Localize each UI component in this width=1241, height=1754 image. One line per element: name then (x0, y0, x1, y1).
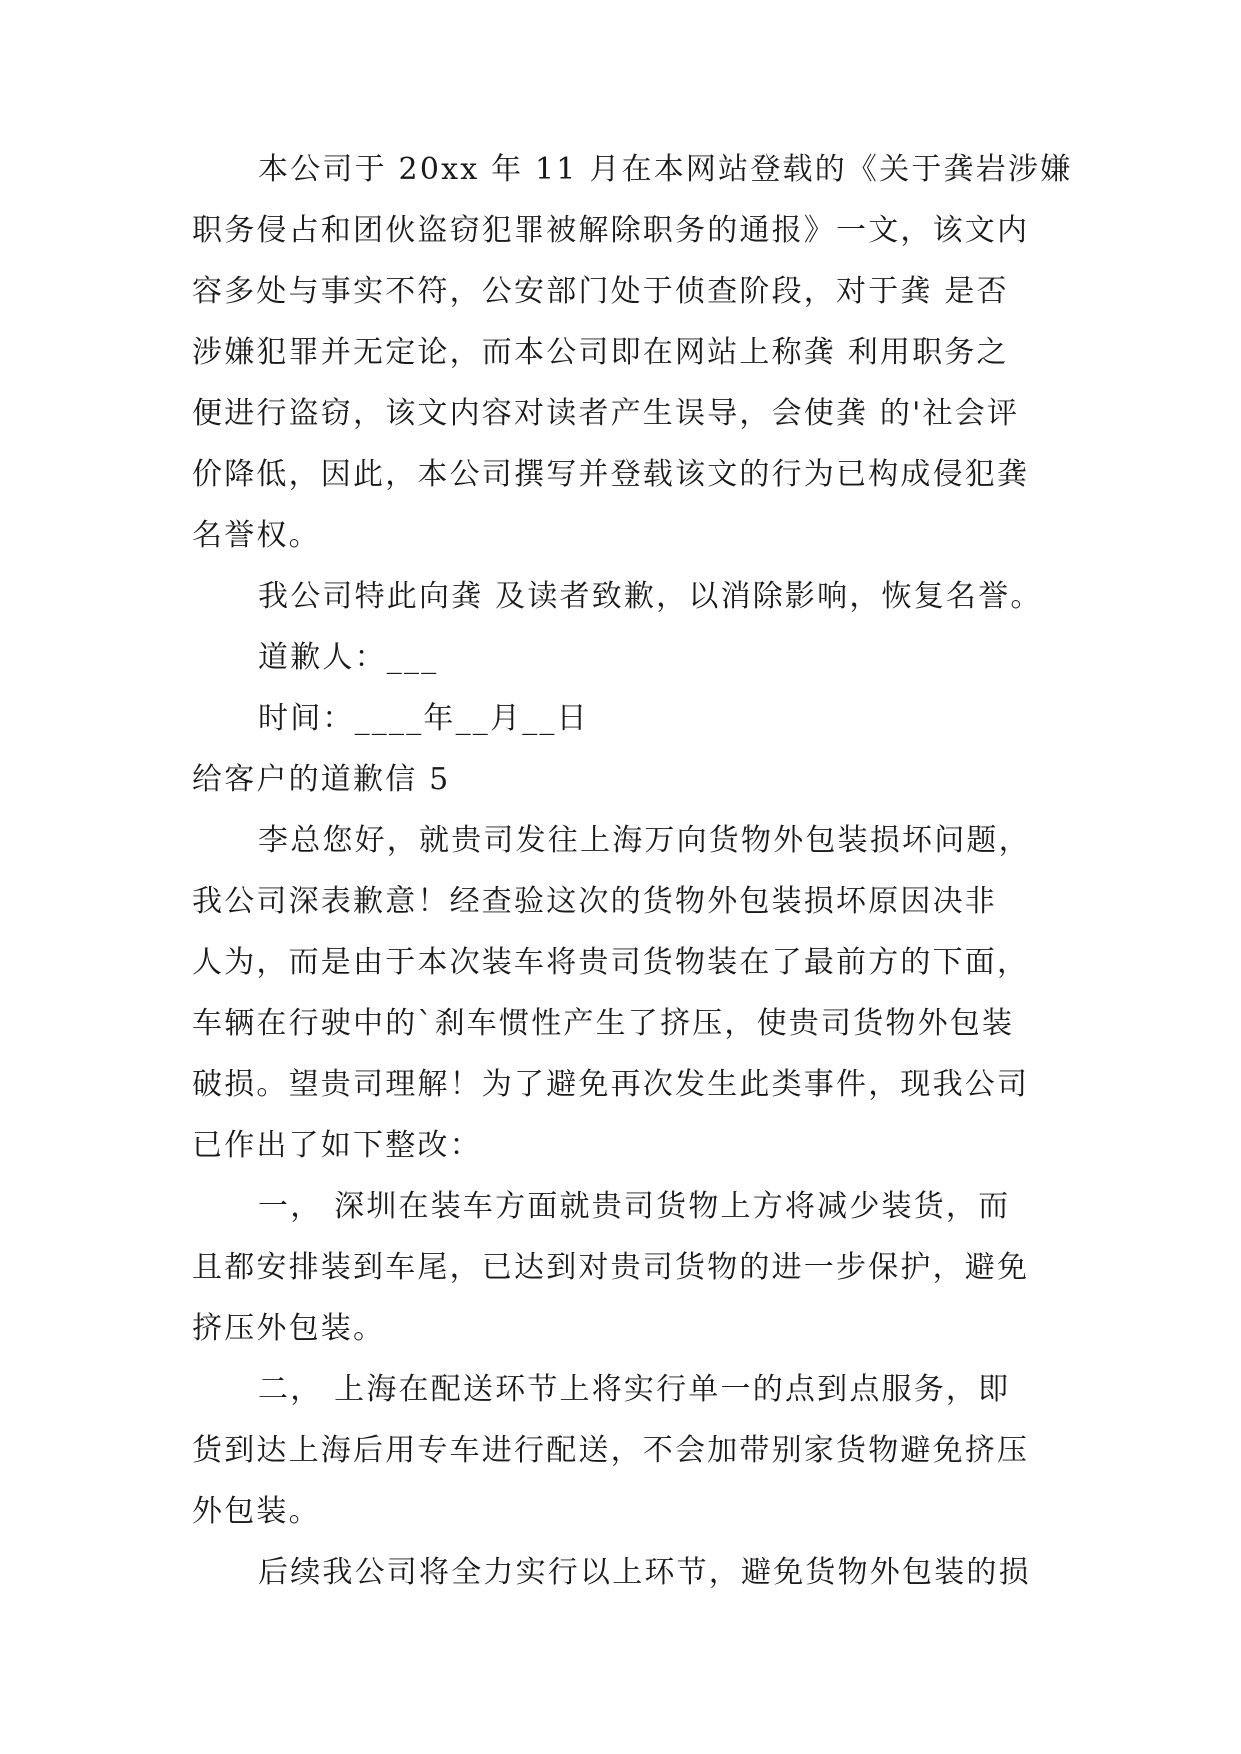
text-line: 破损。望贵司理解！为了避免再次发生此类事件，现我公司 (192, 1067, 1030, 1102)
text-line: 一， 深圳在装车方面就贵司货物上方将减少装货，而 (258, 1189, 1011, 1224)
text-line: 容多处与事实不符，公安部门处于侦查阶段，对于龚 是否 (192, 274, 1009, 309)
text-line: 价降低，因此，本公司撰写并登载该文的行为已构成侵犯龚 (192, 457, 1030, 492)
apologizer-line: 道歉人：___ (258, 640, 439, 675)
text-line: 便进行盗窃，该文内容对读者产生误导，会使龚 的'社会评 (192, 396, 1020, 431)
text-line: 车辆在行驶中的`刹车惯性产生了挤压，使贵司货物外包装 (192, 1006, 1015, 1041)
text-line: 二， 上海在配送环节上将实行单一的点到点服务，即 (258, 1372, 1011, 1407)
date-line: 时间：____年__月__日 (258, 701, 589, 736)
text-line: 货到达上海后用专车进行配送，不会加带别家货物避免挤压 (192, 1433, 1030, 1468)
text-line: 且都安排装到车尾，已达到对贵司货物的进一步保护，避免 (192, 1250, 1030, 1285)
text-line: 职务侵占和团伙盗窃犯罪被解除职务的通报》一文，该文内 (192, 213, 1030, 248)
text-line: 挤压外包装。 (192, 1311, 386, 1346)
text-line: 本公司于 20xx 年 11 月在本网站登载的《关于龚岩涉嫌 (258, 152, 1073, 187)
text-line: 李总您好，就贵司发往上海万向货物外包装损坏问题， (258, 823, 1031, 858)
section-heading: 给客户的道歉信 5 (192, 762, 451, 797)
text-line: 我公司深表歉意！经查验这次的货物外包装损坏原因决非 (192, 884, 997, 919)
text-line: 涉嫌犯罪并无定论，而本公司即在网站上称龚 利用职务之 (192, 335, 1009, 370)
text-line: 名誉权。 (192, 518, 321, 553)
text-line: 已作出了如下整改： (192, 1128, 482, 1163)
text-line: 人为，而是由于本次装车将贵司货物装在了最前方的下面， (192, 945, 1030, 980)
text-line: 后续我公司将全力实行以上环节，避免货物外包装的损 (258, 1555, 1031, 1590)
text-line: 我公司特此向龚 及读者致歉，以消除影响，恢复名誉。 (258, 579, 1043, 614)
text-line: 外包装。 (192, 1494, 321, 1529)
